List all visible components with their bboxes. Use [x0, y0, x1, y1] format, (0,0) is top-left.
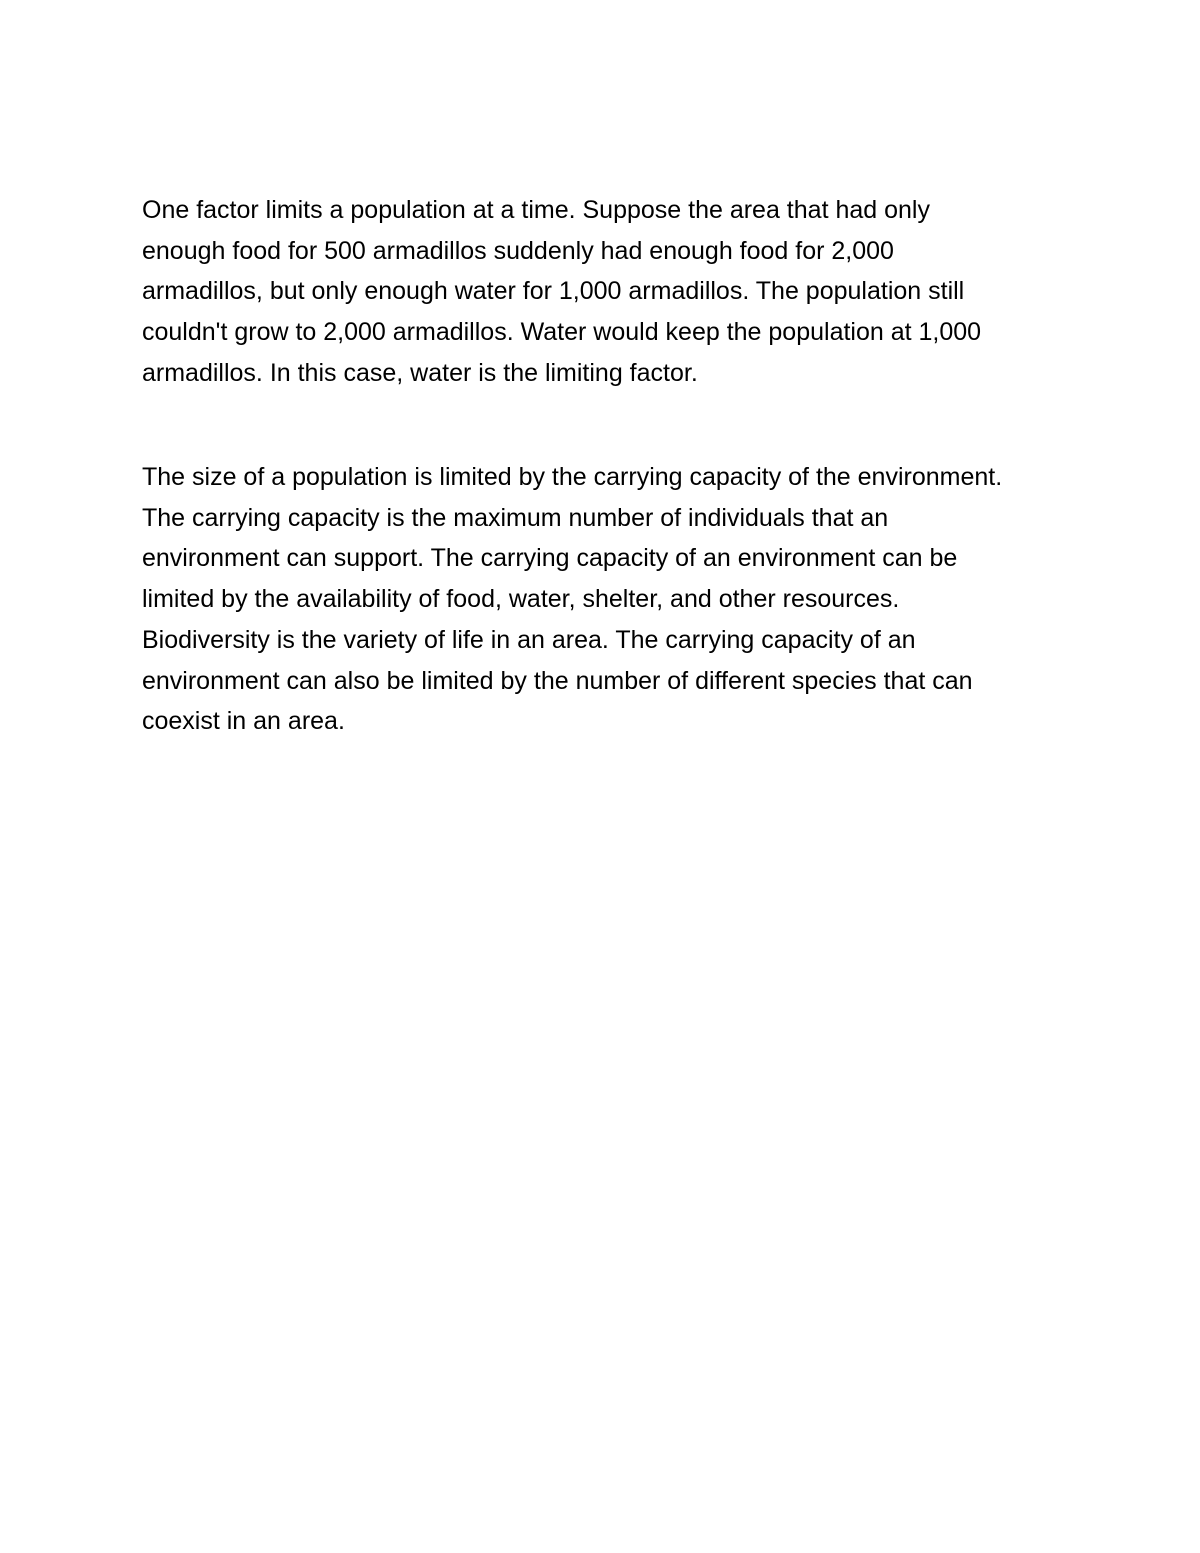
- text-line: limited by the availability of food, water, shelter, and other resources.: [142, 585, 900, 614]
- paragraph-carrying-capacity: [142, 457, 1082, 742]
- text-line: armadillos, but only enough water for 1,000 armadillos. The population still: [142, 277, 965, 306]
- text-line: The size of a population is limited by the carrying capacity of the environment.: [142, 463, 1003, 491]
- text-line: coexist in an area.: [142, 707, 345, 736]
- text-line: The carrying capacity is the maximum number of individuals that an: [142, 503, 889, 532]
- text-line: One factor limits a population at a time. Suppose the area that had only: [142, 196, 930, 224]
- paragraph-limiting-factor: [142, 190, 1082, 394]
- text-line: environment can also be limited by the number of different species that can: [142, 666, 973, 695]
- text-line: armadillos. In this case, water is the limiting factor.: [142, 358, 698, 387]
- text-line: enough food for 500 armadillos suddenly had enough food for 2,000: [142, 236, 894, 265]
- text-line: couldn't grow to 2,000 armadillos. Water would keep the population at 1,000: [142, 318, 982, 347]
- text-line: environment can support. The carrying capacity of an environment can be: [142, 544, 958, 573]
- text-line: Biodiversity is the variety of life in an area. The carrying capacity of an: [142, 625, 916, 654]
